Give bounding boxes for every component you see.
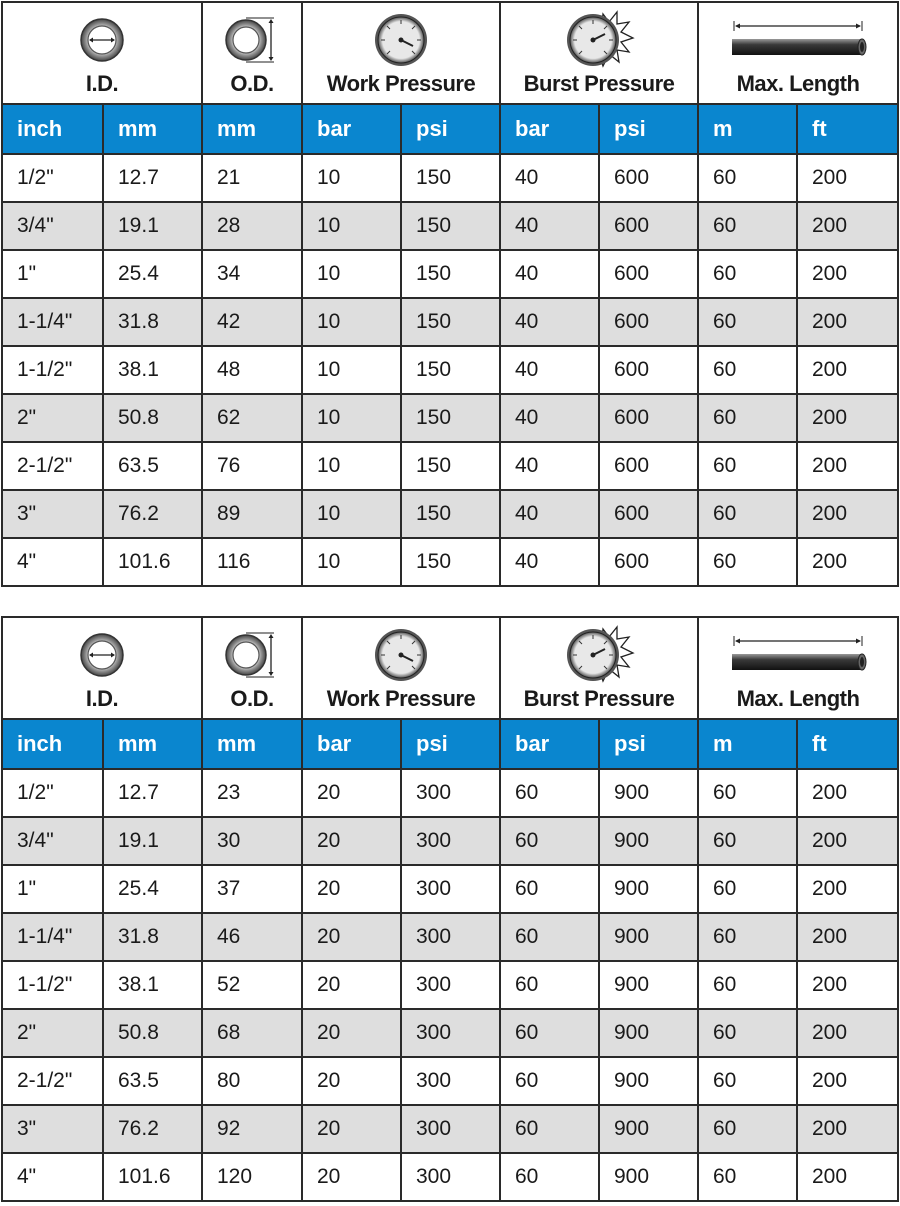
table-cell: 63.5 xyxy=(103,1057,202,1105)
table-row xyxy=(2,490,898,538)
table-cell: 1" xyxy=(2,250,103,298)
table-cell: 200 xyxy=(797,865,898,913)
table-cell: 200 xyxy=(797,913,898,961)
table-cell: 12.7 xyxy=(103,154,202,202)
table-cell: 40 xyxy=(500,202,599,250)
table-cell: 900 xyxy=(599,769,698,817)
id-header xyxy=(2,617,202,719)
unit-header-row xyxy=(2,104,898,154)
table-cell: 20 xyxy=(302,1009,401,1057)
table-cell: 2" xyxy=(2,394,103,442)
table-cell: 12.7 xyxy=(103,769,202,817)
table-cell: 300 xyxy=(401,1105,500,1153)
table-cell: 40 xyxy=(500,346,599,394)
table-cell: 3/4" xyxy=(2,202,103,250)
max-length-header xyxy=(698,2,898,104)
table-row xyxy=(2,250,898,298)
work-pressure-header xyxy=(302,617,500,719)
table-cell: 2-1/2" xyxy=(2,442,103,490)
table-cell: 200 xyxy=(797,538,898,586)
table-cell: 80 xyxy=(202,1057,302,1105)
table-cell: 10 xyxy=(302,442,401,490)
table-cell: 60 xyxy=(698,1009,797,1057)
table-body xyxy=(2,154,898,586)
table-row xyxy=(2,913,898,961)
table-cell: 200 xyxy=(797,442,898,490)
table-cell: 60 xyxy=(698,913,797,961)
burst-gauge-icon xyxy=(563,625,635,685)
table-cell: 10 xyxy=(302,250,401,298)
table-row xyxy=(2,961,898,1009)
table-cell: 4" xyxy=(2,538,103,586)
table-cell: 200 xyxy=(797,961,898,1009)
table-cell: 120 xyxy=(202,1153,302,1201)
work-pressure-label: Work Pressure xyxy=(326,686,476,711)
table-cell: 150 xyxy=(401,298,500,346)
table-cell: 10 xyxy=(302,394,401,442)
table-row xyxy=(2,346,898,394)
pressure-gauge-icon xyxy=(373,627,429,683)
table-row xyxy=(2,154,898,202)
od-header xyxy=(202,2,302,104)
table-cell: 42 xyxy=(202,298,302,346)
table-cell: 300 xyxy=(401,913,500,961)
pressure-gauge-icon xyxy=(373,12,429,68)
table-cell: 900 xyxy=(599,1153,698,1201)
table-cell: 60 xyxy=(698,202,797,250)
table-row xyxy=(2,1153,898,1201)
table-cell: 76.2 xyxy=(103,1105,202,1153)
unit-cell: ft xyxy=(797,719,898,769)
table-cell: 600 xyxy=(599,154,698,202)
table-cell: 300 xyxy=(401,1057,500,1105)
table-cell: 62 xyxy=(202,394,302,442)
table-cell: 200 xyxy=(797,817,898,865)
unit-header-row xyxy=(2,719,898,769)
table-cell: 150 xyxy=(401,202,500,250)
unit-cell: m xyxy=(698,719,797,769)
table-cell: 60 xyxy=(698,961,797,1009)
table-cell: 200 xyxy=(797,769,898,817)
unit-cell: bar xyxy=(302,104,401,154)
table-cell: 19.1 xyxy=(103,202,202,250)
table-cell: 1-1/4" xyxy=(2,298,103,346)
id-label: I.D. xyxy=(85,71,119,96)
table-cell: 200 xyxy=(797,298,898,346)
table-cell: 10 xyxy=(302,490,401,538)
table-cell: 60 xyxy=(698,1057,797,1105)
table-cell: 60 xyxy=(698,1105,797,1153)
unit-cell: ft xyxy=(797,104,898,154)
id-label: I.D. xyxy=(85,686,119,711)
table-row xyxy=(2,817,898,865)
table-cell: 2" xyxy=(2,1009,103,1057)
table-cell: 116 xyxy=(202,538,302,586)
inner-diameter-icon xyxy=(77,630,127,680)
burst-pressure-label: Burst Pressure xyxy=(523,71,675,96)
table-cell: 76.2 xyxy=(103,490,202,538)
table-cell: 60 xyxy=(698,250,797,298)
table-cell: 23 xyxy=(202,769,302,817)
table-cell: 300 xyxy=(401,1153,500,1201)
table-cell: 600 xyxy=(599,250,698,298)
table-cell: 3" xyxy=(2,490,103,538)
table-cell: 300 xyxy=(401,1009,500,1057)
table-cell: 200 xyxy=(797,1153,898,1201)
table-cell: 900 xyxy=(599,817,698,865)
unit-cell: mm xyxy=(202,719,302,769)
unit-cell: inch xyxy=(2,719,103,769)
table-cell: 150 xyxy=(401,490,500,538)
table-cell: 600 xyxy=(599,202,698,250)
table-cell: 31.8 xyxy=(103,913,202,961)
table-cell: 3/4" xyxy=(2,817,103,865)
table-cell: 28 xyxy=(202,202,302,250)
table-cell: 300 xyxy=(401,769,500,817)
table-cell: 40 xyxy=(500,538,599,586)
table-cell: 1-1/2" xyxy=(2,961,103,1009)
hose-length-icon xyxy=(728,630,868,680)
table-cell: 46 xyxy=(202,913,302,961)
table-cell: 40 xyxy=(500,490,599,538)
table-cell: 92 xyxy=(202,1105,302,1153)
table-cell: 60 xyxy=(698,298,797,346)
table-cell: 150 xyxy=(401,250,500,298)
table-cell: 3" xyxy=(2,1105,103,1153)
table-cell: 31.8 xyxy=(103,298,202,346)
table-cell: 200 xyxy=(797,1057,898,1105)
max-length-label: Max. Length xyxy=(736,71,860,96)
table-row xyxy=(2,1057,898,1105)
table-cell: 600 xyxy=(599,346,698,394)
hose-spec-table-2 xyxy=(1,616,899,1202)
table-cell: 30 xyxy=(202,817,302,865)
table-cell: 20 xyxy=(302,961,401,1009)
table-row xyxy=(2,1105,898,1153)
table-cell: 40 xyxy=(500,250,599,298)
table-cell: 600 xyxy=(599,490,698,538)
od-header xyxy=(202,617,302,719)
table-cell: 900 xyxy=(599,865,698,913)
table-cell: 200 xyxy=(797,1009,898,1057)
table-cell: 10 xyxy=(302,154,401,202)
table-cell: 150 xyxy=(401,394,500,442)
table-cell: 60 xyxy=(698,154,797,202)
table-cell: 300 xyxy=(401,961,500,1009)
table-cell: 60 xyxy=(500,1153,599,1201)
table-cell: 600 xyxy=(599,298,698,346)
table-cell: 60 xyxy=(698,865,797,913)
table-cell: 37 xyxy=(202,865,302,913)
table-cell: 10 xyxy=(302,202,401,250)
table-cell: 300 xyxy=(401,817,500,865)
table-cell: 900 xyxy=(599,913,698,961)
work-pressure-label: Work Pressure xyxy=(326,71,476,96)
unit-cell: mm xyxy=(202,104,302,154)
table-cell: 25.4 xyxy=(103,865,202,913)
table-cell: 900 xyxy=(599,1009,698,1057)
table-cell: 60 xyxy=(500,913,599,961)
table-cell: 52 xyxy=(202,961,302,1009)
table-cell: 38.1 xyxy=(103,961,202,1009)
table-cell: 19.1 xyxy=(103,817,202,865)
table-cell: 20 xyxy=(302,1153,401,1201)
table-cell: 1-1/4" xyxy=(2,913,103,961)
table-cell: 2-1/2" xyxy=(2,1057,103,1105)
unit-cell: psi xyxy=(401,104,500,154)
table-cell: 200 xyxy=(797,346,898,394)
table-cell: 60 xyxy=(500,1057,599,1105)
burst-pressure-header xyxy=(500,617,698,719)
unit-cell: psi xyxy=(599,104,698,154)
table-cell: 10 xyxy=(302,538,401,586)
table-row xyxy=(2,769,898,817)
table-cell: 60 xyxy=(698,538,797,586)
table-cell: 60 xyxy=(500,865,599,913)
burst-pressure-label: Burst Pressure xyxy=(523,686,675,711)
max-length-header xyxy=(698,617,898,719)
work-pressure-header xyxy=(302,2,500,104)
table-cell: 21 xyxy=(202,154,302,202)
table-row xyxy=(2,202,898,250)
table-cell: 600 xyxy=(599,442,698,490)
table-cell: 150 xyxy=(401,442,500,490)
table-cell: 200 xyxy=(797,490,898,538)
table-cell: 48 xyxy=(202,346,302,394)
unit-cell: mm xyxy=(103,719,202,769)
table-cell: 60 xyxy=(698,490,797,538)
table-row xyxy=(2,442,898,490)
table-cell: 60 xyxy=(500,961,599,1009)
table-cell: 40 xyxy=(500,154,599,202)
table-cell: 900 xyxy=(599,961,698,1009)
unit-cell: bar xyxy=(302,719,401,769)
icon-header-row xyxy=(2,2,898,104)
table-cell: 200 xyxy=(797,394,898,442)
table-cell: 1-1/2" xyxy=(2,346,103,394)
table-cell: 50.8 xyxy=(103,394,202,442)
table-cell: 200 xyxy=(797,1105,898,1153)
table-cell: 200 xyxy=(797,202,898,250)
table-cell: 20 xyxy=(302,865,401,913)
table-row xyxy=(2,394,898,442)
table-body xyxy=(2,769,898,1201)
table-cell: 60 xyxy=(698,1153,797,1201)
table-cell: 20 xyxy=(302,817,401,865)
table-row xyxy=(2,298,898,346)
table-cell: 200 xyxy=(797,154,898,202)
table-cell: 63.5 xyxy=(103,442,202,490)
table-cell: 76 xyxy=(202,442,302,490)
table-cell: 10 xyxy=(302,346,401,394)
table-cell: 101.6 xyxy=(103,538,202,586)
burst-gauge-icon xyxy=(563,10,635,70)
unit-cell: psi xyxy=(401,719,500,769)
unit-cell: bar xyxy=(500,104,599,154)
table-cell: 60 xyxy=(698,442,797,490)
od-label: O.D. xyxy=(230,71,274,96)
table-cell: 60 xyxy=(500,1105,599,1153)
table-cell: 60 xyxy=(698,817,797,865)
table-cell: 900 xyxy=(599,1105,698,1153)
id-header xyxy=(2,2,202,104)
table-row xyxy=(2,865,898,913)
icon-header-row xyxy=(2,617,898,719)
table-cell: 60 xyxy=(500,769,599,817)
table-cell: 60 xyxy=(500,817,599,865)
table-cell: 60 xyxy=(698,394,797,442)
outer-diameter-icon xyxy=(222,12,282,68)
hose-spec-table-1 xyxy=(1,1,899,587)
table-row xyxy=(2,1009,898,1057)
table-cell: 89 xyxy=(202,490,302,538)
table-cell: 200 xyxy=(797,250,898,298)
table-cell: 600 xyxy=(599,538,698,586)
unit-cell: m xyxy=(698,104,797,154)
hose-length-icon xyxy=(728,15,868,65)
od-label: O.D. xyxy=(230,686,274,711)
table-cell: 20 xyxy=(302,769,401,817)
unit-cell: bar xyxy=(500,719,599,769)
table-cell: 40 xyxy=(500,442,599,490)
table-cell: 20 xyxy=(302,1105,401,1153)
outer-diameter-icon xyxy=(222,627,282,683)
inner-diameter-icon xyxy=(77,15,127,65)
table-cell: 900 xyxy=(599,1057,698,1105)
table-cell: 50.8 xyxy=(103,1009,202,1057)
unit-cell: psi xyxy=(599,719,698,769)
table-cell: 38.1 xyxy=(103,346,202,394)
table-cell: 25.4 xyxy=(103,250,202,298)
table-cell: 34 xyxy=(202,250,302,298)
burst-pressure-header xyxy=(500,2,698,104)
table-cell: 150 xyxy=(401,154,500,202)
table-cell: 101.6 xyxy=(103,1153,202,1201)
table-cell: 60 xyxy=(698,769,797,817)
table-cell: 10 xyxy=(302,298,401,346)
table-cell: 150 xyxy=(401,346,500,394)
table-row xyxy=(2,538,898,586)
table-cell: 40 xyxy=(500,298,599,346)
table-cell: 40 xyxy=(500,394,599,442)
table-cell: 60 xyxy=(500,1009,599,1057)
table-cell: 60 xyxy=(698,346,797,394)
table-cell: 150 xyxy=(401,538,500,586)
table-cell: 600 xyxy=(599,394,698,442)
table-cell: 20 xyxy=(302,1057,401,1105)
table-cell: 68 xyxy=(202,1009,302,1057)
table-cell: 20 xyxy=(302,913,401,961)
table-cell: 1/2" xyxy=(2,154,103,202)
table-cell: 300 xyxy=(401,865,500,913)
unit-cell: mm xyxy=(103,104,202,154)
table-cell: 4" xyxy=(2,1153,103,1201)
table-cell: 1" xyxy=(2,865,103,913)
table-cell: 1/2" xyxy=(2,769,103,817)
max-length-label: Max. Length xyxy=(736,686,860,711)
unit-cell: inch xyxy=(2,104,103,154)
